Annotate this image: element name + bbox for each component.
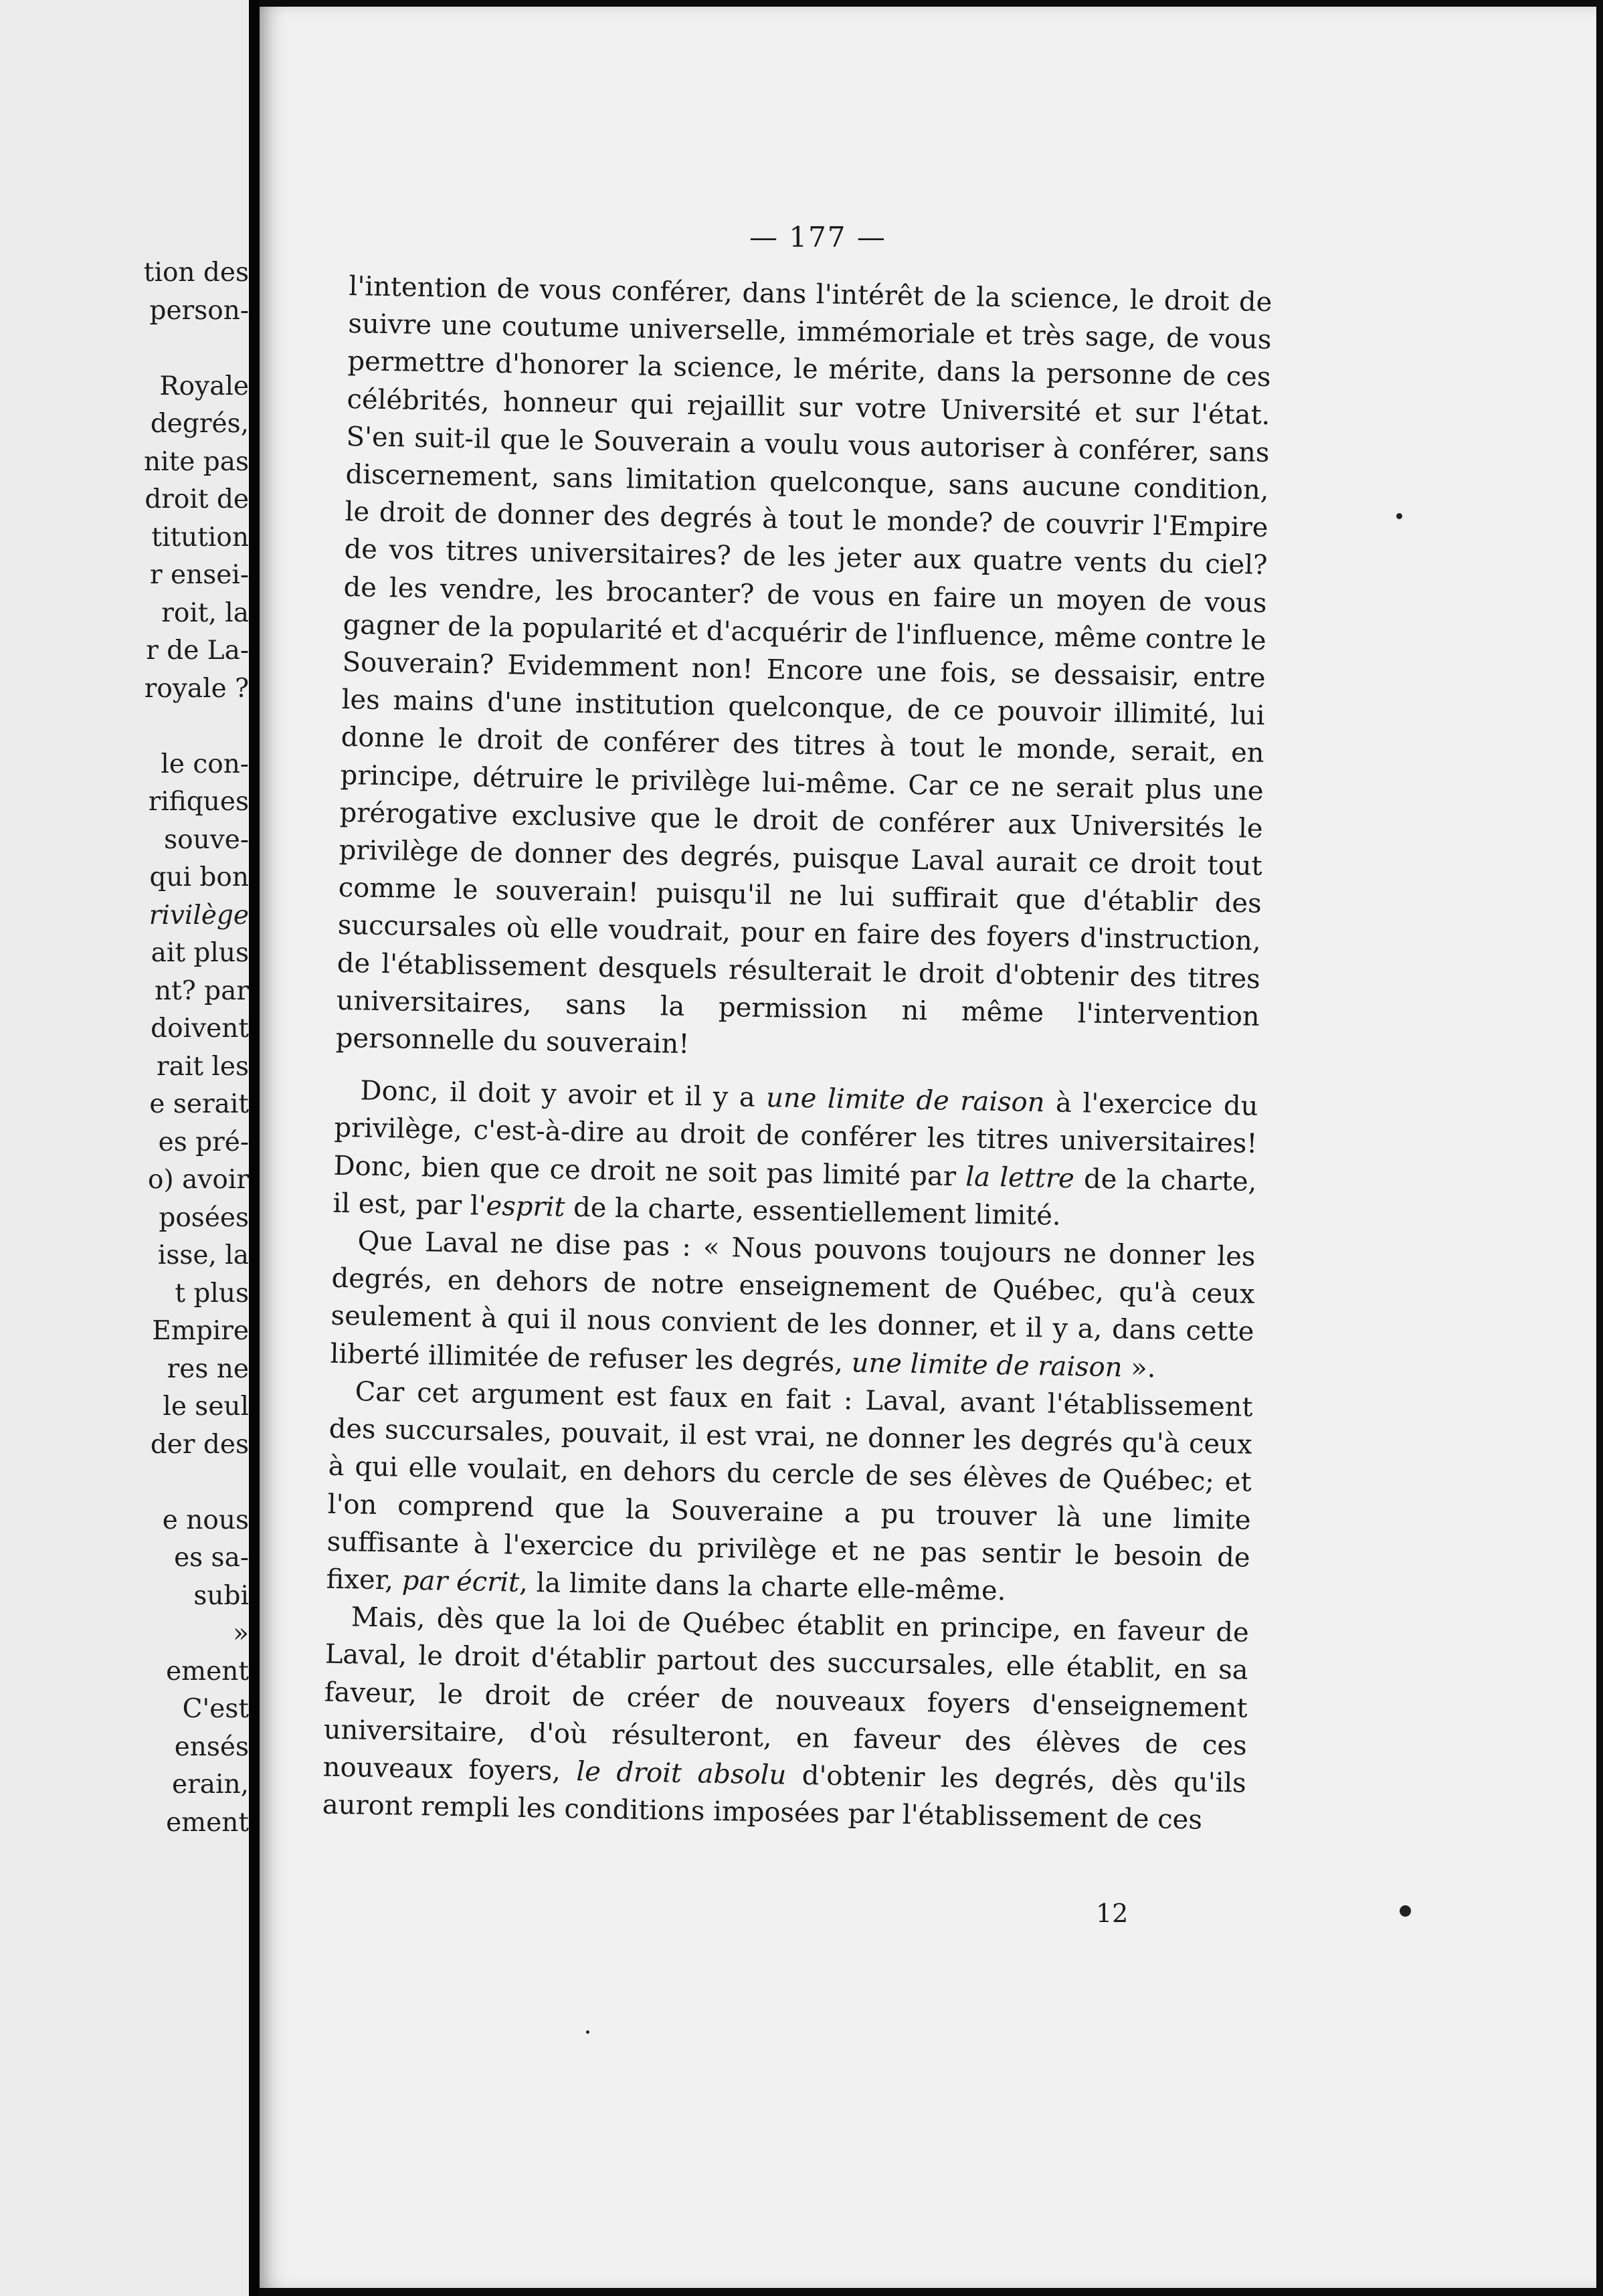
left-page-line: doivent [151,1014,249,1044]
left-page-line: le seul [163,1392,249,1422]
left-page-line: ait plus [151,938,249,968]
text-run: ». [1122,1352,1156,1383]
left-page-line: qui bon [149,862,249,892]
left-page-line: e nous [162,1505,249,1535]
text-run: Que Laval ne dise pas : « Nous pouvons toujours ne donner les degrés, en dehors de notre enseignement de Québec, qu'à ceux seulement à qui il nous convient de les donner, et il y a, dans cette liberté illimitée de refuser les degrés, [330,1226,1256,1379]
left-page-line [0,330,249,367]
italic-phrase: une limite de raison [851,1347,1123,1383]
body-paragraph [333,1072,1258,1238]
dust-speck [586,2030,589,2034]
left-page-line: res ne [167,1353,249,1384]
text-run: Donc, il doit y avoir et il y a [360,1075,767,1114]
left-page-line: le con- [161,749,249,779]
italic-phrase: le droit absolu [576,1756,787,1791]
left-page-line: souve- [164,824,249,855]
left-page-line: nt? par [155,975,249,1006]
book-gutter [249,0,260,2296]
body-paragraph [322,1598,1249,1840]
left-page-line [0,1464,249,1501]
text-run: Mais, dès que la loi de Québec établit en principe, en faveur de Laval, le droit d'établir partout des succursales, elle établit, en sa faveur, le droit de créer de nouveaux foyers d'enseignement universitaire, d'où résulteront, en faveur des élèves de ces nouveaux foyers, [322,1602,1249,1788]
left-page-line: es pré- [158,1127,249,1157]
left-page-line: nite pas [144,446,249,477]
page-number-header: — 177 — [749,221,886,254]
left-page-line: posées [159,1202,249,1233]
left-page-line: ement [166,1656,249,1687]
italic-phrase: la lettre [965,1161,1075,1194]
text-run: d'obtenir les degrés, dès qu'ils auront rempli les conditions imposées par l'établissement de ces [322,1759,1247,1836]
left-page-line: droit de [145,484,249,514]
left-page-line: roit, la [161,597,249,628]
left-page-line: ensés [174,1731,249,1762]
left-page-line: es sa- [174,1543,249,1573]
left-page-line: o) avoir [148,1165,249,1195]
left-page-line [0,708,249,745]
left-page-line: tion des [143,258,249,288]
left-page-line: isse, la [157,1240,249,1270]
left-page-line: rivilège [149,900,249,931]
left-page-line: Empire [152,1316,249,1346]
dust-speck [1396,513,1402,519]
left-page-line: subi [193,1580,249,1611]
left-page-line: titution [151,522,249,553]
left-page-line: t plus [175,1278,249,1309]
text-run: de la charte, essentiellement limité. [565,1191,1061,1232]
text-run: à l'exercice du privilège, c'est-à-dire au droit de conférer les titres universitaires! Donc, bien que ce droit ne soit pas limité par [333,1087,1258,1192]
text-run: , la limite dans la charte elle-même. [518,1567,1006,1607]
left-page-line: » [233,1618,249,1648]
body-paragraph [335,268,1272,1073]
left-page-fragment [0,0,249,2296]
page-body-text [322,268,1272,1840]
scan-right-edge [1596,0,1603,2296]
body-paragraph [326,1373,1253,1614]
text-run: Car cet argument est faux en fait : Laval, avant l'établissement des succursales, pouvait, il est vrai, ne donner les degrés qu'à ceux à qui elle voulait, en dehors du cercle de ses élèves de Québec; et l'on comprend que la Souveraine a pu trouver là une limite suffisante à l'exercice du privilège et ne pas sentir le besoin de fixer, [326,1376,1253,1596]
left-page-line: r de La- [146,636,249,666]
left-page-line: rifiques [148,787,249,817]
text-run: de la charte, il est, par l' [333,1163,1257,1222]
left-page-line: degrés, [150,409,249,439]
text-run: l'intention de vous conférer, dans l'intérêt de la science, le droit de suivre une coutume universelle, immémoriale et très sage, de vous permettre d'honorer la science, le mérite, dans la personne de ces célébrités, honneur qui rejaillit sur votre Université et sur l'état. S'en suit-il que le Souverain a voulu vous autoriser à conférer, sans discernement, sans limitation quelconque, sans aucune condition, le droit de donner des degrés à tout le monde? de couvrir l'Empire de vos titres universitaires? de les jeter aux quatre vents du ciel? de les vendre, les brocanter? de vous en faire un moyen de vous gagner de la popularité et d'acquérir de l'influence, même contre le Souverain? Evidemment non! Encore une fois, se dessaisir, entre les mains d'une institution quelconque, de ce pouvoir illimité, lui donne le droit de conférer des titres à tout le monde, serait, en principe, détruire le privilège lui-même. Car ce ne serait plus une prérogative exclusive que le droit de conférer aux Universités le privilège de donner des degrés, puisque Laval aurait ce droit tout comme le souverain! puisqu'il ne lui suffirait que d'établir des succursales où elle voudrait, pour en faire des foyers d'instruction, de l'établissement desquels résulterait le droit d'obtenir des titres universitaires, sans la permission ni même l'intervention personnelle du souverain! [335,270,1272,1060]
dust-speck [1400,1905,1411,1917]
italic-phrase: esprit [486,1190,565,1223]
italic-phrase: une limite de raison [765,1082,1045,1119]
left-page-line: rait les [156,1051,249,1082]
body-paragraph [330,1222,1256,1389]
signature-mark: 12 [1096,1899,1129,1928]
left-page-line: r ensei- [150,560,249,590]
left-page-line: royale ? [144,673,249,704]
left-page-line: Royale [159,371,249,401]
left-page-line: C'est [182,1694,249,1724]
left-page-line: ement [166,1807,249,1838]
left-page-line: der des [150,1429,249,1460]
left-page-line: e serait [149,1089,249,1119]
italic-phrase: par écrit [401,1565,520,1598]
left-page-line: erain, [172,1769,249,1800]
left-page-line: person- [149,295,249,326]
